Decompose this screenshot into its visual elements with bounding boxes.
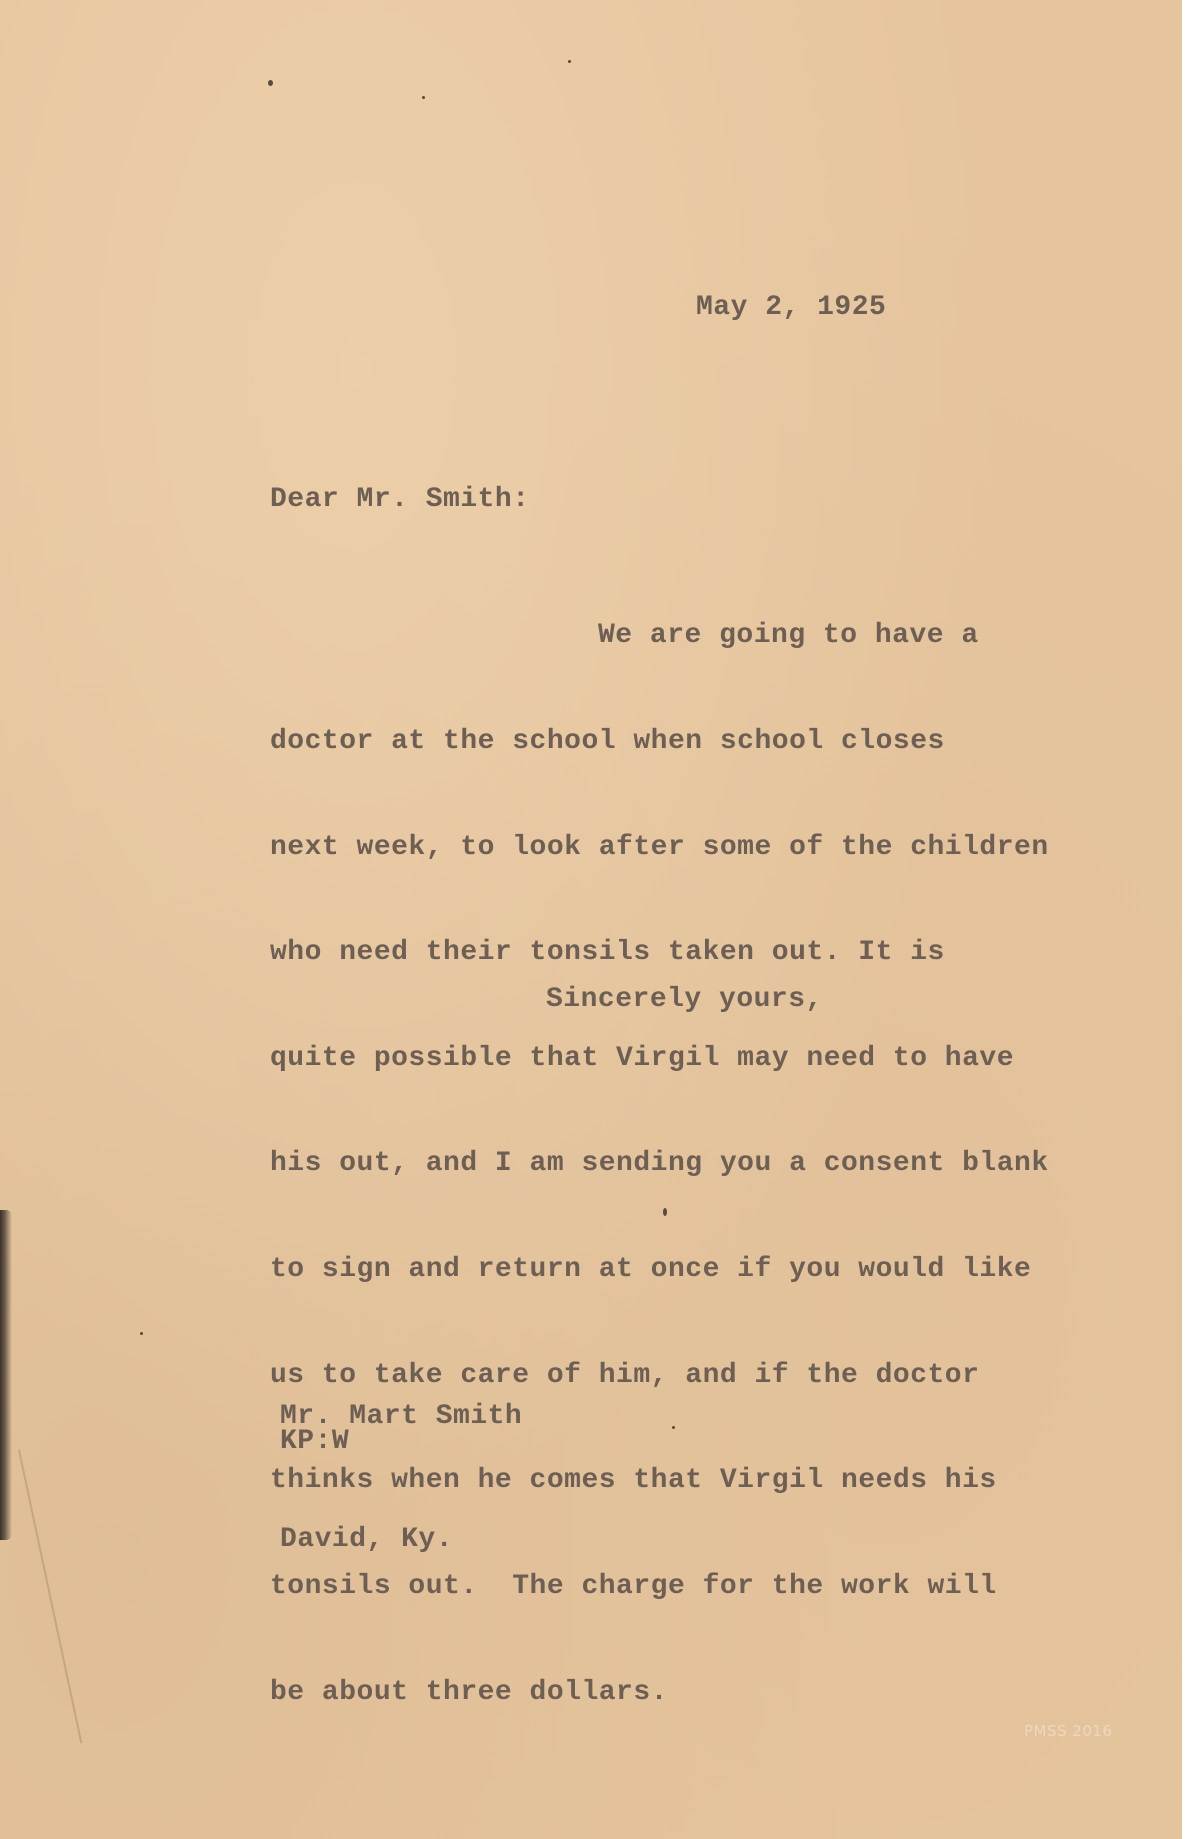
recipient-address: David, Ky. — [280, 1524, 454, 1555]
scan-margin — [1182, 0, 1200, 1839]
body-line: thinks when he comes that Virgil needs his — [270, 1465, 997, 1497]
paper-speck — [422, 96, 425, 99]
body-line: be about three dollars. — [270, 1676, 668, 1708]
body-line: next week, to look after some of the children — [270, 831, 1049, 863]
recipient-block — [280, 1314, 522, 1642]
letter-salutation: Dear Mr. Smith: — [270, 484, 530, 515]
body-line: doctor at the school when school closes — [270, 726, 945, 758]
paper-speck — [140, 1332, 143, 1335]
paper-crease — [18, 1450, 82, 1744]
body-line: quite possible that Virgil may need to have — [270, 1042, 1015, 1074]
recipient-name: Mr. Mart Smith — [280, 1401, 523, 1432]
body-line: who need their tonsils taken out. It is — [270, 937, 945, 969]
letter-date: May 2, 1925 — [696, 292, 887, 323]
letter-closing: Sincerely yours, — [546, 984, 823, 1015]
page-edge-shadow — [0, 1210, 12, 1540]
body-line: We are going to have a — [598, 620, 979, 652]
body-line: tonsils out. The charge for the work will — [270, 1570, 997, 1602]
body-line: us to take care of him, and if the doctor — [270, 1359, 980, 1391]
paper-speck — [568, 60, 571, 63]
body-line: to sign and return at once if you would like — [270, 1254, 1032, 1286]
archive-watermark: PMSS 2016 — [1024, 1722, 1113, 1740]
body-line: his out, and I am sending you a consent blank — [270, 1148, 1049, 1180]
typist-initials: KP:W — [280, 1426, 350, 1457]
paper-speck — [268, 80, 273, 86]
